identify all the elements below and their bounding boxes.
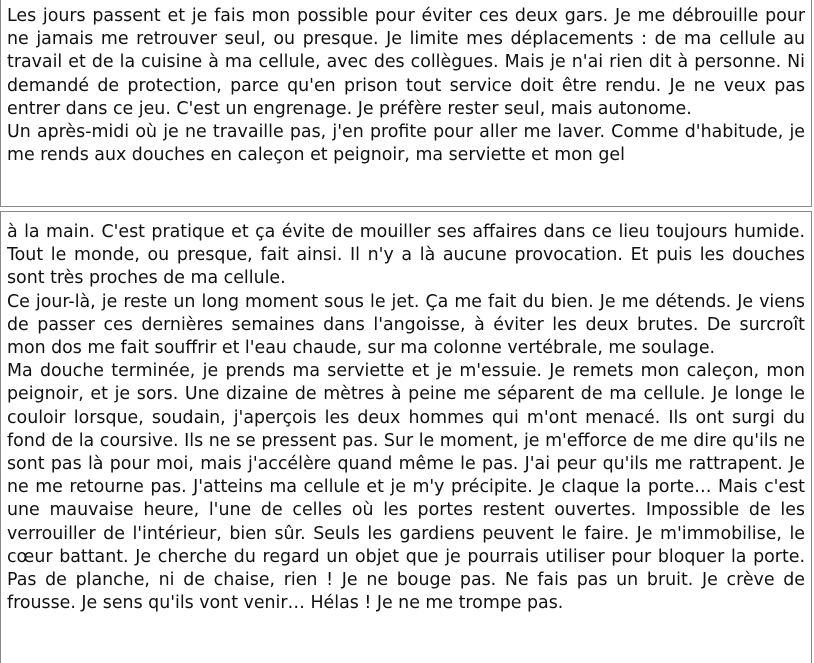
page-bottom bbox=[0, 211, 812, 663]
paragraph: Ma douche terminée, je prends ma serviette et je m'essuie. Je remets mon caleçon, mon peignoir, et je sors. Une dizaine de mètres à peine me séparent de ma cellule. Je longe le couloir lorsque, soudain, j'aperçois les deux hommes qui m'ont menacé. Ils ont surgi du fond de la coursive. Ils ne se pressent pas. Sur le moment, je m'efforce de me dire qu'ils ne sont pas là pour moi, mais j'accélère quand même le pas. J'ai peur qu'ils me rattrapent. Je ne me retourne pas. J'atteins ma cellule et je m'y précipite. Je claque la porte… Mais c'est une mauvaise heure, l'une de celles où les portes restent ouvertes. Impossible de les verrouiller de l'intérieur, bien sûr. Seuls les gardiens peuvent le faire. Je m'immobilise, le cœur battant. Je cherche du regard un objet que je pourrais utiliser pour bloquer la porte. Pas de planche, ni de chaise, rien ! Je ne bouge pas. Ne fais pas un bruit. Je crève de frousse. Je sens qu'ils vont venir… Hélas ! Je ne me trompe pas. bbox=[7, 361, 805, 614]
paragraph: Ce jour-là, je reste un long moment sous le jet. Ça me fait du bien. Je me détends. Je viens de passer ces dernières semaines dans l'angoisse, à éviter les deux brutes. De surcroît mon dos me fait souffrir et l'eau chaude, sur ma colonne vertébrale, me soulage. bbox=[7, 291, 805, 359]
page-top bbox=[0, 0, 812, 207]
paragraph: Un après-midi où je ne travaille pas, j'en profite pour aller me laver. Comme d'habitude, je me rends aux douches en caleçon et peignoir, ma serviette et mon gel bbox=[7, 122, 805, 166]
page-top-text bbox=[1, 0, 811, 167]
paragraph: à la main. C'est pratique et ça évite de mouiller ses affaires dans ce lieu toujours humide. Tout le monde, ou presque, fait ainsi. Il n'y a là aucune provocation. Et puis les douches sont très proches de ma cellule. bbox=[7, 222, 805, 289]
page-bottom-text bbox=[1, 212, 811, 615]
paragraph: Les jours passent et je fais mon possible pour éviter ces deux gars. Je me débrouille pour ne jamais me retrouver seul, ou presque. Je limite mes déplacements : de ma cellule au travail et de la cuisine à ma cellule, avec des collègues. Mais je n'ai rien dit à personne. Ni demandé de protection, parce qu'en prison tout service doit être rendu. Je ne veux pas entrer dans ce jeu. C'est un engrenage. Je préfère rester seul, mais autonome. bbox=[7, 6, 805, 119]
